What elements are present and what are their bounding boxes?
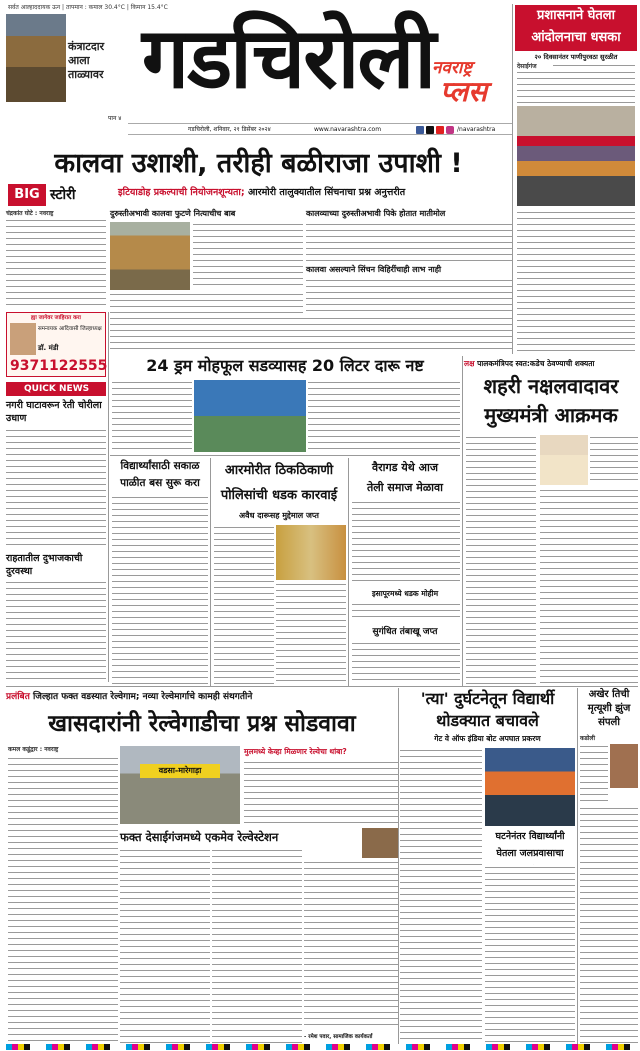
canal-photo	[110, 222, 190, 290]
gravel-body-2	[352, 641, 460, 685]
lead-col-2b	[110, 292, 303, 314]
boat-body-2	[485, 865, 575, 1045]
topright-body-2	[517, 210, 635, 354]
happy-headline: घटनेनंतर विद्यार्थ्यांनी घेतला जलप्रवासाचा	[495, 831, 565, 859]
death-body-2	[580, 806, 638, 1045]
school-body	[112, 495, 208, 685]
quicknews-body-2	[6, 580, 106, 680]
color-registration-strip	[6, 1044, 638, 1050]
lead-sub-3: कालवा असल्याने सिंचन विहिरींचाही लाभ नाही	[306, 265, 442, 274]
topright-subhead: २० दिवसानंतर पाणीपुरवठा सुरळीत	[534, 53, 618, 61]
railway-col-4	[212, 848, 302, 1045]
ad-photo	[10, 323, 36, 355]
story-label: स्टोरी	[50, 187, 76, 203]
naxal-body-3	[540, 488, 638, 685]
naxal-body-2	[590, 435, 638, 485]
armori-body-2	[276, 582, 346, 685]
website-link[interactable]: www.navarashtra.com	[314, 126, 382, 133]
lead-kicker: इटियाडोह प्रकल्पाची नियोजनशून्यता; आरमोरी तालुक्यातील सिंचनाचा प्रश्न अनुत्तरीत	[118, 187, 406, 198]
x-icon[interactable]	[426, 126, 434, 134]
social-handle[interactable]: /navarashtra	[457, 126, 496, 133]
quicknews-h1: नगरी घाटावरून रेती चोरीला उधाण	[6, 400, 102, 424]
gravel-headline: इसापूरमध्ये धडक मोहीम	[371, 589, 439, 598]
railway-sub-2: फक्त देसाईगंजमध्ये एकमेव रेल्वेस्टेशन	[120, 830, 279, 844]
railway-byline: - रमेश पवार, सामाजिक कार्यकर्ता	[304, 1034, 373, 1040]
quicknews-text: QUICK NEWS	[24, 384, 90, 394]
vairagad-body	[352, 500, 460, 585]
lead-sub-2: कालव्याच्या दुरुस्तीअभावी पिके होतात मातीमोल	[306, 209, 446, 218]
youtube-icon[interactable]	[436, 126, 444, 134]
lead-sub-1: दुरुस्तीअभावी कालवा फुटणे नित्याचीच बाब	[110, 209, 236, 218]
liquor-photo	[276, 525, 346, 580]
death-headline: अखेर तिची मृत्यूशी झुंज संपली	[587, 689, 631, 728]
mohful-headline: 24 ड्रम मोहफूल सडव्यासह 20 लिटर दारू नष्ट	[146, 356, 424, 375]
lead-bottom-body	[110, 316, 512, 354]
ad-phone[interactable]: 9371122555	[10, 358, 108, 374]
topright-body: देसाईगंज	[517, 63, 635, 105]
railway-col-2	[244, 760, 398, 824]
quicknews-body-1	[6, 428, 106, 548]
ad-body: समन्वयक आदिवासी जिल्हाध्यक्ष	[38, 326, 102, 332]
gravel-sub: सुगंधित तंबाखू जप्त	[372, 627, 438, 637]
railway-col-3	[120, 848, 210, 1045]
mohful-col-2	[308, 380, 460, 452]
ad-box[interactable]	[6, 312, 106, 377]
lead-col-4	[306, 278, 512, 314]
protest-photo	[517, 106, 635, 206]
dateline-bar	[128, 123, 512, 135]
boat-body-1	[400, 748, 482, 1045]
lead-headline: कालवा उशाशी, तरीही बळीराजा उपाशी !	[54, 148, 463, 179]
mohful-col-1	[112, 380, 192, 452]
cm-photo	[540, 435, 588, 485]
railway-col-5	[304, 860, 398, 1030]
boat-headline: 'त्या' दुर्घटनेतून विद्यार्थी थोडक्यात बचावले	[420, 689, 555, 730]
ad-name: डॉ. मंडी	[38, 344, 59, 352]
boat-subhead: गेट वे ऑफ इंडिया बोट अपघात प्रकरण	[434, 734, 541, 743]
big-story-badge	[8, 184, 108, 206]
drums-photo	[194, 380, 306, 452]
vairagad-headline: वैरागड येथे आज तेली समाज मेळावा	[366, 461, 443, 494]
topright-heading: प्रशासनाने घेतला आंदोलनाचा धसका	[515, 5, 637, 51]
naxal-headline: शहरी नक्षलवादावर मुख्यमंत्री आक्रमक	[483, 374, 619, 427]
railway-sub-1: मुलमध्ये केव्हा मिळणार रेल्वेचा थांबा?	[244, 747, 347, 756]
students-photo	[485, 748, 575, 826]
dateline-text: गडचिरोली, शनिवार, २१ डिसेंबर २०२४	[188, 126, 271, 133]
weather-strip: सर्वत आल्हाददायक ऊन | तापमान : कमाल 30.4°C | किमान 15.4°C	[8, 4, 168, 11]
railway-headline: खासदारांनी रेल्वेगाडीचा प्रश्न सोडवावा	[48, 711, 356, 737]
armori-body	[214, 525, 274, 685]
brand-top: नवराष्ट्र	[432, 58, 473, 78]
page-number: पान ४	[108, 115, 122, 122]
railway-kicker: प्रलंबित जिल्हात फक्त वडस्यात रेल्वेगाम; नव्या रेल्वेमार्गाचे कामही संथगतीने	[6, 692, 253, 702]
activist-photo	[362, 828, 398, 858]
railway-col-1	[8, 756, 118, 1045]
railway-dateline: कमल कडूंद्वार : नवराष्ट्र	[8, 746, 59, 753]
facebook-icon[interactable]	[416, 126, 424, 134]
ad-title: ह्या जागेवर जाहिरात करा	[31, 315, 81, 321]
quicknews-h2: राहतातील दुभाजकाची दुरवस्था	[6, 553, 83, 577]
brand-bottom: प्लस	[440, 75, 488, 108]
naxal-kicker: लक्ष पालकमंत्रिपद स्वत:कडेच ठेवण्याची शक्यता	[464, 359, 595, 368]
instagram-icon[interactable]	[446, 126, 454, 134]
victim-photo	[610, 744, 638, 788]
gravel-body	[352, 602, 460, 622]
contractor-caption: कंत्राटदार आला ताळ्यावर	[68, 40, 105, 81]
lead-col-1: चंद्रकांत घोटे : नवराष्ट्र	[6, 210, 106, 310]
station-photo	[120, 746, 240, 824]
armori-headline: आरमोरीत ठिकठिकाणी पोलिसांची धडक कारवाई	[220, 463, 338, 503]
armori-subhead: अवैध दारूसह मुद्देमाल जप्त	[239, 511, 319, 520]
naxal-body-1	[466, 435, 536, 685]
school-headline: विद्यार्थ्यांसाठी सकाळ पाळीत बस सुरू करा	[120, 460, 200, 489]
quicknews-label	[6, 382, 106, 396]
big-label: BIG	[8, 184, 46, 206]
death-dateline: कडोली	[580, 735, 595, 742]
lead-col-2	[193, 222, 303, 290]
lead-col-3	[306, 222, 512, 262]
station-sign: वडसा-मारेगाड़ा	[140, 764, 220, 778]
death-body-1	[580, 744, 608, 804]
contractor-photo	[6, 14, 66, 102]
masthead-title: गडचिरोली	[141, 9, 435, 107]
